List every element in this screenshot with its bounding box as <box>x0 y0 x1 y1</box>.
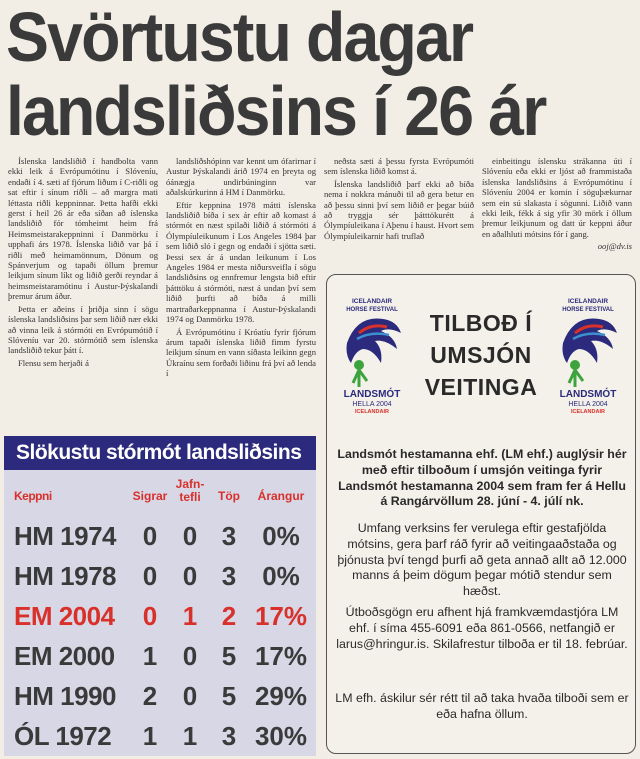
row-top: 5 <box>221 681 237 711</box>
article-paragraph: landsliðshópinn var kennt um ófarirnar í Austur Þýskalandi árið 1974 en þreyta og óánægja undirbúninginn var aðalskúrkurinn á HM í Danmörku. <box>166 156 316 198</box>
advertisement <box>326 274 636 754</box>
headline <box>6 0 586 148</box>
row-sigrar: 1 <box>142 721 158 751</box>
row-keppni: HM 1978 <box>14 561 116 591</box>
logo-sponsor-text: ICELANDAIR <box>571 409 605 415</box>
logo-top-text-2: HORSE FESTIVAL <box>346 307 398 313</box>
horse-festival-logo-icon <box>337 293 407 415</box>
row-sigrar: 1 <box>142 641 158 671</box>
article-column-1 <box>8 156 158 428</box>
horse-festival-logo-icon <box>553 293 623 415</box>
row-keppni: HM 1990 <box>14 681 116 711</box>
logo-top-text-1: ICELANDAIR <box>351 298 393 305</box>
author-signature: ooj@dv.is <box>597 241 632 252</box>
article-column-2 <box>166 156 316 432</box>
article-column-4 <box>482 156 632 256</box>
row-arangur: 17% <box>254 601 308 631</box>
row-sigrar: 0 <box>142 561 158 591</box>
article-paragraph: Á Evrópumótinu í Króatíu fyrir fjórum árum tapaði íslenska liðið fimm fyrstu leikjum sínum en vann síðasta leikinn gegn Úkraínu sem forðaði liðinu frá því að lenda í <box>166 326 316 379</box>
row-top: 3 <box>221 561 237 591</box>
article-paragraph: Þetta er aðeins í þriðja sinn í sögu íslenska landsliðsins þar sem liðið nær ekki að vinna leik á stórmóti en Evrópumótið í Slóveníu var 20. stórmótið sem íslenska landsliðið tekur þátt í. <box>8 303 158 356</box>
row-jafntefli: 0 <box>182 521 198 551</box>
headline-line-2: landsliðsins í 26 ár <box>6 72 546 150</box>
row-arangur: 0% <box>262 561 300 591</box>
row-top: 3 <box>221 521 237 551</box>
logo-sponsor-text: ICELANDAIR <box>355 409 389 415</box>
headline-line-1: Svörtustu dagar <box>6 0 473 76</box>
ad-scope-text: Umfang verksins fer verulega eftir gestafjölda mótsins, gera þarf ráð fyrir að veitingaaðstaða og þjónusta því tengd þurfi að geta annað allt að 12.000 manns á þeim dögum þegar mótið stendur sem hæðst. <box>337 521 627 599</box>
logo-name-text: LANDSMÓT <box>559 389 617 400</box>
header-sigrar: Sigrar <box>132 489 168 503</box>
table-row <box>4 636 316 676</box>
ad-intro-text: Landsmót hestamanna ehf. (LM ehf.) auglýsir hér með eftir tilboðum í umsjón veitinga fyrir Landsmót hestamanna 2004 sem fram fer á Hellu á Rangárvöllum 28. júní - 4. júlí nk. <box>337 447 627 509</box>
row-arangur: 29% <box>254 681 308 711</box>
row-top: 3 <box>221 721 237 751</box>
row-sigrar: 0 <box>142 601 158 631</box>
header-top: Töp <box>218 489 240 503</box>
row-sigrar: 0 <box>142 521 158 551</box>
logo-sub-text: HELLA 2004 <box>568 401 608 408</box>
row-arangur: 30% <box>254 721 308 751</box>
row-keppni: HM 1974 <box>14 521 116 551</box>
article-paragraph: Flensu sem herjaði á <box>18 357 89 368</box>
table-title: Slökustu stórmót landsliðsins <box>4 436 316 470</box>
ad-heading-line-1: TILBOÐ Í <box>429 310 533 336</box>
row-jafntefli: 0 <box>182 681 198 711</box>
ad-heading <box>413 307 549 403</box>
article-paragraph: Íslenska landsliðið í handbolta vann ekki leik á Evrópumótinu í Slóveníu, endaði í 4. sæti af fjórum liðum í C-riðli og sat eftir í sínum riðli – að margra mati léttasta riðli keppninnar. Þetta hafði ekki gerst í heil 26 ár eða síðan að íslenska landsliðið fór tómheimt heim frá Heimsmeistarakeppninni í Danmörku í upphafi árs 1978. Íslenska liðið var þá í riðli með heimamönnum, Dönum og Spánverjum og tapaði öllum þremur leikjum sínum líkt og liðið gerði reyndar á heimsmeistaramótinu í Austur-Þýskalandi þremur árum áður. <box>8 156 158 302</box>
row-jafntefli: 1 <box>182 721 198 751</box>
landsmot-logo-right <box>553 293 623 415</box>
table-row <box>4 596 316 636</box>
row-arangur: 0% <box>262 521 300 551</box>
header-jafntefli-2: tefli <box>179 490 201 504</box>
table-row <box>4 516 316 556</box>
logo-top-text-1: ICELANDAIR <box>567 298 609 305</box>
logo-top-text-2: HORSE FESTIVAL <box>562 307 614 313</box>
row-arangur: 17% <box>254 641 308 671</box>
row-jafntefli: 0 <box>182 641 198 671</box>
landsmot-logo-left <box>337 293 407 415</box>
article-paragraph: einbeitingu íslensku strákanna úti í Slóveníu eða ekki er ljóst að frammistaða íslenska landsliðsins á Evrópumótinu í Slóveníu 2004 er komin í söguþækurnar sem ein sú slakasta í sögunni. Liðið vann ekki leik, fékk á sig yfir 30 mörk í öllum þremur leikjunum og datt úr keppni áður en aðalhluti mótsins fór í gang. <box>482 156 632 239</box>
article-paragraph: neðsta sæti á þessu fyrsta Evrópumóti sem íslenska liðið komst á. <box>324 156 474 177</box>
article-column-3 <box>324 156 474 256</box>
row-jafntefli: 0 <box>182 561 198 591</box>
logo-sub-text: HELLA 2004 <box>352 401 392 408</box>
header-jafntefli-1: Jafn- <box>175 477 205 491</box>
table-header-row <box>4 476 316 512</box>
stats-table <box>4 436 316 756</box>
ad-heading-line-2: UMSJÓN <box>430 342 532 368</box>
header-keppni: Keppni <box>14 489 52 503</box>
table-row <box>4 676 316 716</box>
header-arangur: Árangur <box>257 489 305 503</box>
row-keppni: EM 2004 <box>14 601 115 631</box>
row-top: 5 <box>221 641 237 671</box>
row-keppni: EM 2000 <box>14 641 115 671</box>
row-jafntefli: 1 <box>182 601 198 631</box>
row-top: 2 <box>221 601 237 631</box>
ad-documents-text: Útboðsgögn eru afhent hjá framkvæmdastjóra LM ehf. í síma 455-6091 eða 861-0566, netfangið er larus@hringur.is. Skilafrestur tilboða er til 18. febrúar. <box>336 605 628 651</box>
row-sigrar: 2 <box>142 681 158 711</box>
ad-reserve-text: LM efh. áskilur sér rétt til að taka hvaða tilboði sem er eða hafna öllum. <box>335 691 629 721</box>
ad-heading-line-3: VEITINGA <box>424 374 538 400</box>
table-row <box>4 556 316 596</box>
logo-name-text: LANDSMÓT <box>343 389 401 400</box>
row-keppni: ÓL 1972 <box>14 721 112 751</box>
article-paragraph: Íslenska landsliðið þarf ekki að bíða nema í nokkra mánuði til að gera betur en að þessu sinni því sem liðið er þegar búið að tryggja sér þátttökurétt á Ólympíuleikana í Aþenu í haust. Hvort sem Ólympíuleikarnir hafi truflað <box>324 178 474 241</box>
article-paragraph: Eftir keppnina 1978 mátti íslenska landsliðið bíða í sex ár eftir að komast á stórmót en næst spilaði liðið á stórmóti á Ólympíuleikunum í Los Angeles 1984 þar sem liðið sló í gegn og endaði í sjötta sæti. Þessi sex ár á undan leikunum í Los Angeles 1984 er mesta niðursveifla í sögu landsliðsins og ennfremur lengsta bið eftir þátttöku á stórmóti, næst á undan því sem liðið þurfti að bíða á milli martraðarkeppnanna í Austur-Þýskalandi 1974 og Danmörku 1978. <box>166 199 316 325</box>
table-row <box>4 716 316 756</box>
